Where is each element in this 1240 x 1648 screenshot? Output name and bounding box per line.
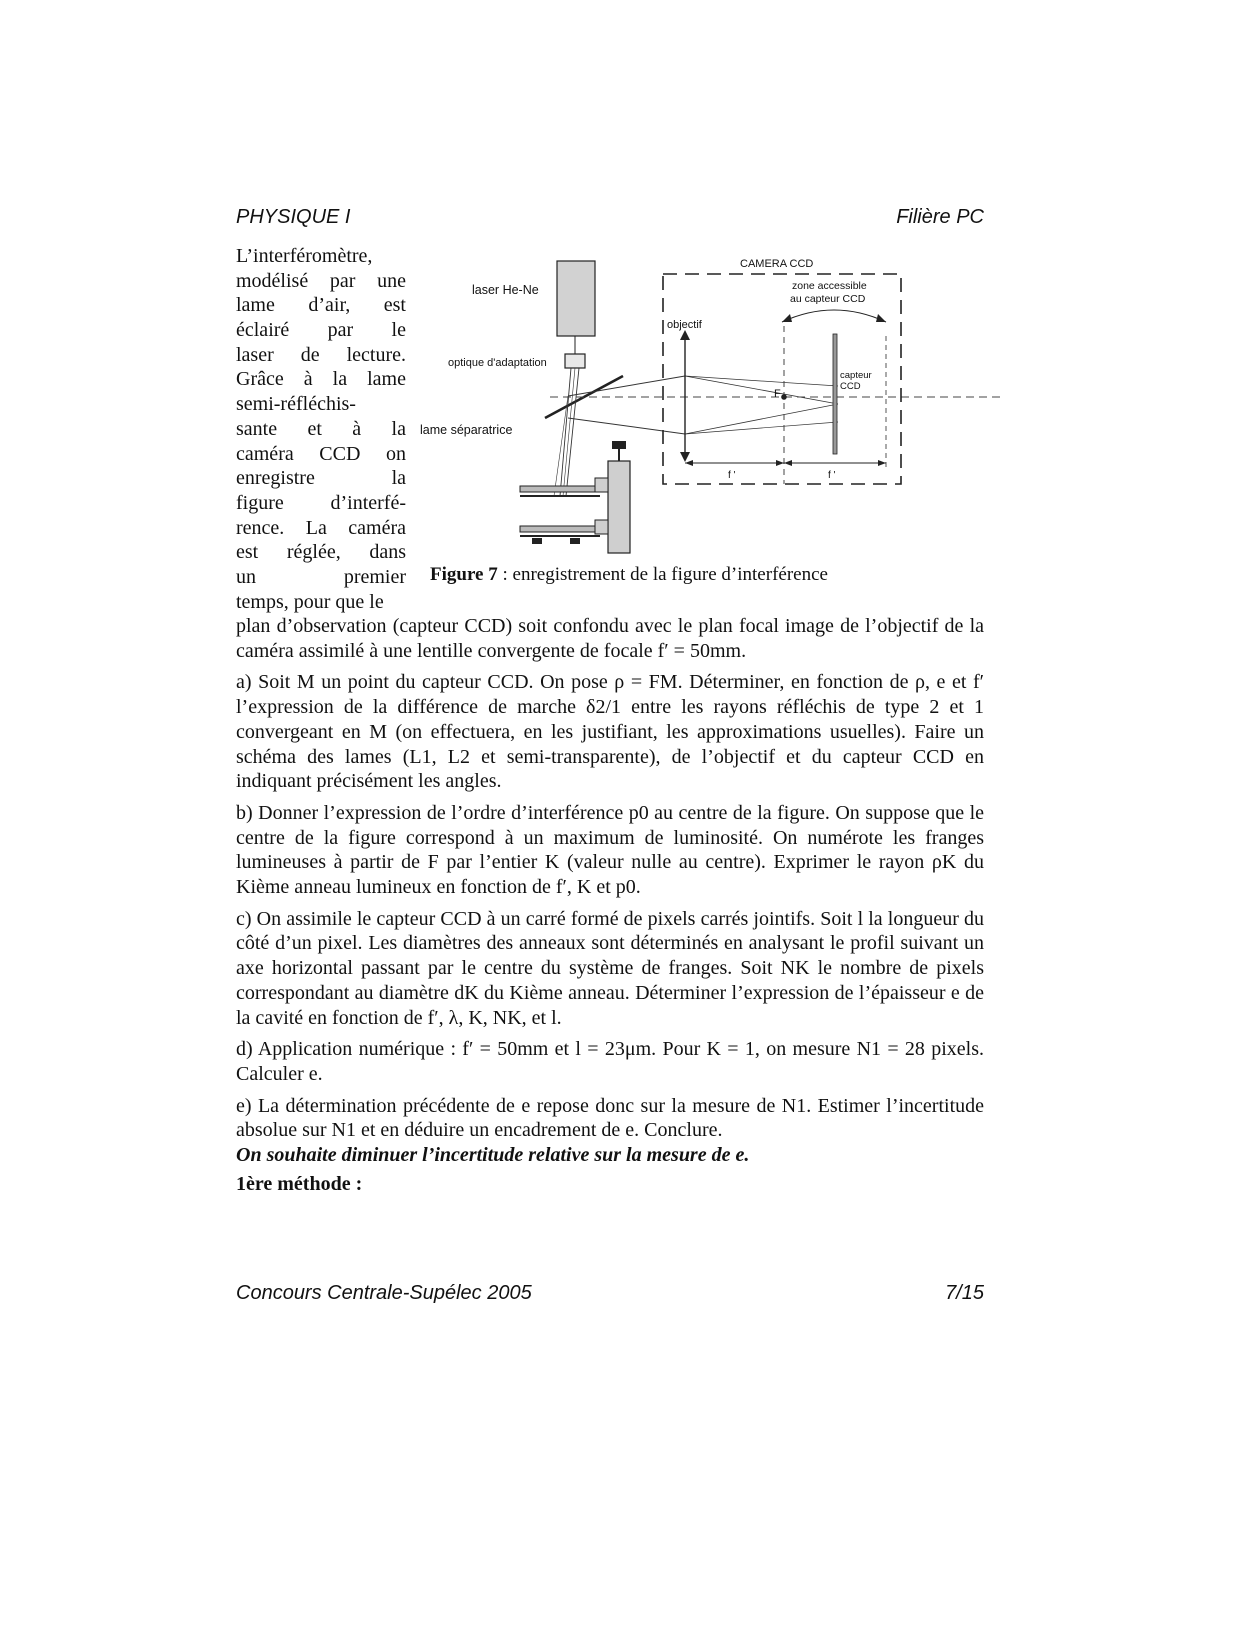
capteur-label-2: CCD — [840, 381, 861, 392]
f-prime-2: f ' — [828, 470, 836, 481]
objective-label: objectif — [667, 319, 702, 331]
intro-line: laser de lecture. — [236, 343, 406, 366]
question-a: a) Soit M un point du capteur CCD. On pose ρ = FM. Déterminer, en fonction de ρ, e et f′ l’expression de la différence de marche δ2/1 entre les rayons réfléchis de type 2 et 1 convergeant en M (on effectuera, en les justifiant, les approximations usuelles). Faire un schéma des lames (L1, L2 et semi-transparente), de l’objectif et du capteur CCD en indiquant précisément les angles. — [236, 671, 984, 793]
focal-point — [781, 394, 787, 400]
intro-continuation: plan d’observation (capteur CCD) soit confondu avec le plan focal image de l’objectif de la caméra assimilé à une lentille convergente de focale f′ = 50mm. — [236, 615, 984, 662]
focal-point-label: F — [774, 388, 781, 400]
header-subject: PHYSIQUE I — [236, 206, 351, 228]
adaptation-label: optique d'adaptation — [448, 357, 547, 369]
sample-plate-bottom — [520, 526, 600, 532]
intro-line: Grâce à la lame — [236, 368, 406, 391]
figure-caption-text: : enregistrement de la figure d’interférence — [497, 564, 828, 585]
capteur-label-1: capteur — [840, 370, 872, 381]
zone-label-1: zone accessible — [792, 280, 867, 292]
intro-column — [236, 244, 406, 614]
laser-label: laser He-Ne — [472, 283, 539, 297]
intro-line: un premier — [236, 565, 406, 588]
laser-body — [557, 261, 595, 336]
separator-label: lame séparatrice — [420, 423, 513, 437]
adaptation-optic — [565, 354, 585, 368]
intro-line: rence. La caméra — [236, 516, 406, 539]
question-c: c) On assimile le capteur CCD à un carré formé de pixels carrés jointifs. Soit l la longueur du côté d’un pixel. Les diamètres des anneaux sont déterminés en analysant le profil suivant un axe horizontal passant par le centre du système de franges. Soit NK le nombre de pixels correspondant au diamètre dK du Kième anneau. Déterminer l’expression de l’épaisseur e de la cavité en fonction de f′, λ, K, NK, et l. — [236, 907, 984, 1029]
intro-line: enregistre la — [236, 467, 406, 490]
camera-label: CAMERA CCD — [740, 258, 814, 270]
mount-column — [608, 461, 630, 553]
question-d: d) Application numérique : f′ = 50mm et l = 23μm. Pour K = 1, on mesure N1 = 28 pixels. Calculer e. — [236, 1038, 984, 1085]
question-e: e) La détermination précédente de e repose donc sur la mesure de N1. Estimer l’incertitude absolue sur N1 et en déduire un encadrement de e. Conclure. — [236, 1094, 984, 1142]
f-prime-1: f ' — [728, 470, 736, 481]
footer-page-number: 7/15 — [945, 1282, 984, 1304]
question-body — [236, 614, 984, 1203]
ccd-sensor — [833, 334, 837, 454]
zone-label-2: au capteur CCD — [790, 293, 866, 305]
emphasis-statement: On souhaite diminuer l’incertitude relative sur la mesure de e. — [236, 1144, 750, 1167]
intro-line: lame d’air, est — [236, 294, 406, 317]
zone-arc — [782, 310, 886, 322]
footer-contest: Concours Centrale-Supélec 2005 — [236, 1282, 532, 1304]
intro-line: figure d’interfé- — [236, 491, 406, 514]
intro-line: semi-réfléchis- — [236, 393, 356, 416]
figure-caption — [430, 564, 828, 586]
figure-caption-number: Figure 7 — [430, 564, 498, 585]
intro-line: éclairé par le — [236, 319, 406, 342]
sample-plate-top — [520, 486, 600, 492]
figure-7-diagram — [420, 256, 1005, 556]
intro-line: modélisé par une — [236, 269, 406, 292]
adjust-knob — [612, 441, 626, 449]
intro-line: temps, pour que le — [236, 590, 384, 613]
intro-line: sante et à la — [236, 417, 406, 440]
header-track: Filière PC — [896, 206, 984, 228]
intro-line: caméra CCD on — [236, 442, 406, 465]
question-b: b) Donner l’expression de l’ordre d’interférence p0 au centre de la figure. On suppose que le centre de la figure correspond à un maximum de luminosité. On numérote les franges lumineuses à partir de F par l’entier K (valeur nulle au centre). Exprimer le rayon ρK du Kième anneau lumineux en fonction de f′, K et p0. — [236, 801, 984, 899]
intro-line: L’interféromètre, — [236, 245, 373, 267]
method-heading: 1ère méthode : — [236, 1172, 363, 1195]
intro-line: est réglée, dans — [236, 541, 406, 564]
